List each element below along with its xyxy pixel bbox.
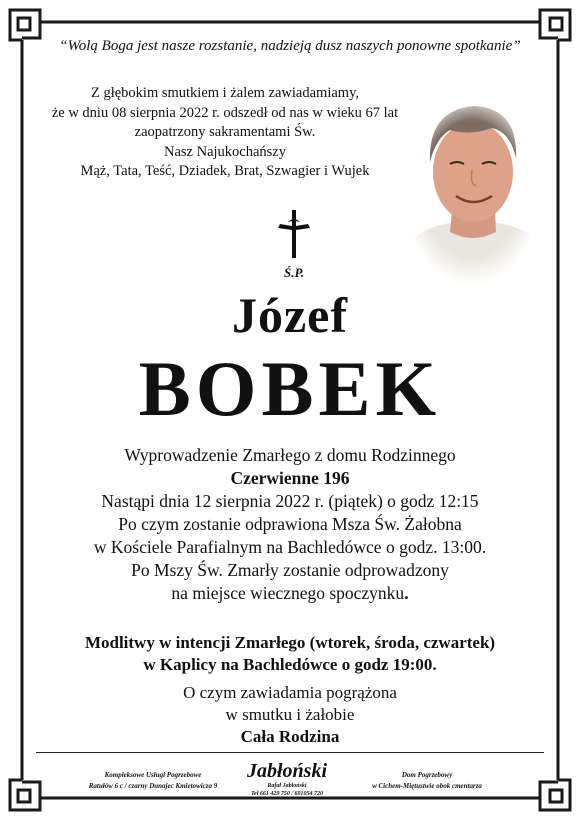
- details-line: w Kościele Parafialnym na Bachledówce o godz. 13:00.: [93, 537, 487, 557]
- first-name: Józef: [231, 287, 349, 343]
- footer-text: Dom Pogrzebowy: [401, 771, 453, 779]
- footer-text: w Cichem-Miętustwie obok cmentarza: [372, 782, 482, 790]
- intro-line: że w dniu 08 sierpnia 2022 r. odszedł od nas w wieku 67 lat: [51, 104, 399, 121]
- intro-line: zaopatrzony sakramentami Św.: [134, 124, 316, 140]
- intro-line: Mąż, Tata, Teść, Dziadek, Brat, Szwagier i Wujek: [80, 163, 370, 179]
- footer-divider: [36, 752, 544, 753]
- brand-phone: Tel 661 429 750 / 601054 720: [250, 791, 324, 797]
- footer-text: Kompleksowe Usługi Pogrzebowe: [104, 771, 202, 779]
- details-line-text: na miejsce wiecznego spoczynku: [171, 583, 405, 603]
- intro-line: Nasz Najukochańszy: [164, 143, 286, 160]
- deceased-portrait-photo: [400, 92, 545, 287]
- prayer-schedule: [30, 632, 550, 676]
- address: Czerwienne 196: [230, 468, 350, 488]
- funeral-details: [30, 444, 550, 605]
- details-line: [30, 582, 550, 605]
- footer-services-info: [78, 770, 228, 792]
- last-name: BOBEK: [138, 345, 442, 432]
- family-announcement: [30, 682, 550, 748]
- footer-text: Ratułów 6 c / czarny Dunajec Kmietowicza 9: [88, 782, 218, 790]
- brand-owner: Rafał Jabłoński: [267, 783, 307, 789]
- prayers-line: w Kaplicy na Bachledówce o godz 19:00.: [143, 655, 437, 674]
- cross-icon: [262, 208, 326, 260]
- details-line-end: .: [404, 583, 409, 603]
- footer-funeral-home-info: [352, 770, 502, 792]
- cross-emblem: [262, 208, 326, 280]
- details-line: Po czym zostanie odprawiona Msza Św. Żałobna: [118, 514, 462, 534]
- funeral-home-logo: [232, 760, 342, 798]
- prayers-line: Modlitwy w intencji Zmarłego (wtorek, środa, czwartek): [84, 633, 496, 652]
- brand-name: Jabłoński: [246, 760, 328, 782]
- details-line: Wyprowadzenie Zmarłego z domu Rodzinnego: [124, 445, 456, 465]
- details-line: Po Mszy Św. Zmarły zostanie odprowadzony: [131, 560, 449, 580]
- announce-line: w smutku i żałobie: [225, 705, 355, 724]
- memorial-quote: “Wolą Boga jest nasze rozstanie, nadzieją dusz naszych ponowne spotkanie”: [59, 38, 521, 54]
- sp-label: Ś.P.: [284, 265, 304, 280]
- announcement-intro: [40, 84, 410, 182]
- details-line: Nastąpi dnia 12 sierpnia 2022 r. (piątek) o godz 12:15: [101, 491, 479, 511]
- family-signature: Cała Rodzina: [240, 727, 340, 746]
- intro-line: Z głębokim smutkiem i żalem zawiadamiamy,: [90, 85, 360, 101]
- announce-line: O czym zawiadamia pogrążona: [183, 683, 397, 702]
